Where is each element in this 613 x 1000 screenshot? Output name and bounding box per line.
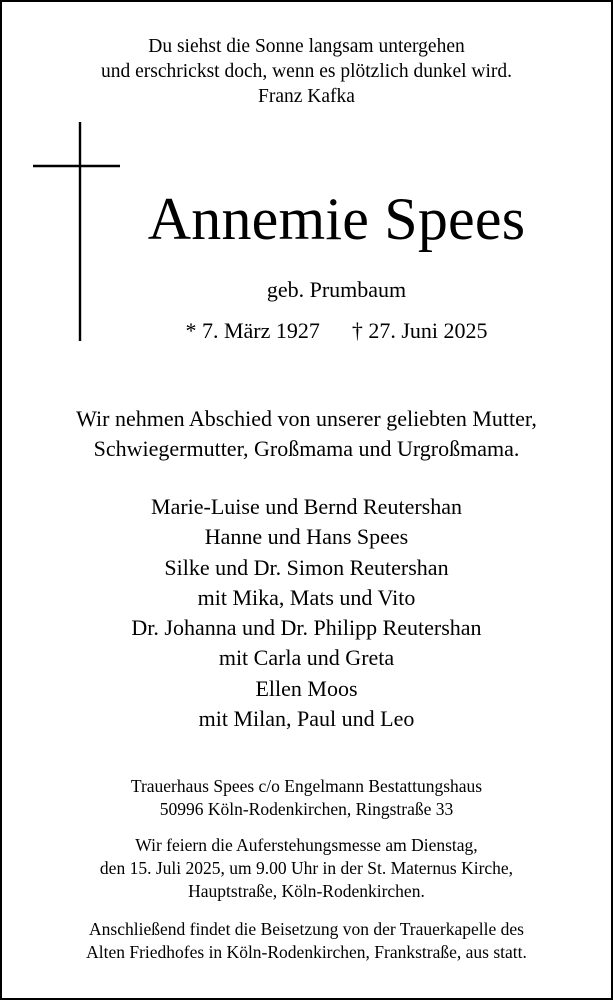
life-dates [30, 316, 613, 346]
address-line: Trauerhaus Spees c/o Engelmann Bestattungshaus [130, 776, 483, 796]
death-date: † 27. Juni 2025 [351, 318, 488, 343]
maiden-name: geb. Prumbaum [266, 277, 407, 302]
family-member: Dr. Johanna und Dr. Philipp Reutershan [131, 615, 482, 641]
service-line: Wir feiern die Auferstehungsmesse am Dienstag, [135, 835, 478, 855]
burial-info [0, 918, 613, 964]
service-line: Hauptstraße, Köln-Rodenkirchen. [188, 881, 425, 901]
family-member: Ellen Moos [255, 675, 358, 701]
burial-line: Alten Friedhofes in Köln-Rodenkirchen, Frankstraße, aus statt. [86, 942, 527, 962]
burial-line: Anschließend findet die Beisetzung von der Trauerkapelle des [89, 919, 524, 939]
quote [0, 34, 613, 109]
quote-line: Du siehst die Sonne langsam untergehen [148, 36, 465, 57]
quote-line: und erschrickst doch, wenn es plötzlich dunkel wird. [100, 61, 513, 82]
family-list [0, 492, 613, 734]
family-member: mit Milan, Paul und Leo [198, 706, 415, 732]
farewell-line: Schwiegermutter, Großmama und Urgroßmama. [93, 436, 520, 461]
service-line: den 15. Juli 2025, um 9.00 Uhr in der St. Maternus Kirche, [99, 858, 514, 878]
mourning-house-address [0, 775, 613, 821]
funeral-service-info [0, 834, 613, 903]
family-member: mit Carla und Greta [218, 645, 395, 671]
family-member: mit Mika, Mats und Vito [197, 584, 416, 610]
address-line: 50996 Köln-Rodenkirchen, Ringstraße 33 [159, 799, 454, 819]
farewell-line: Wir nehmen Abschied von unserer geliebten Mutter, [76, 406, 537, 431]
family-member: Hanne und Hans Spees [204, 524, 409, 550]
deceased-name: Annemie Spees [147, 186, 526, 252]
family-member: Marie-Luise und Bernd Reutershan [151, 494, 462, 519]
birth-date: * 7. März 1927 [185, 318, 320, 343]
family-member: Silke und Dr. Simon Reutershan [164, 554, 449, 580]
quote-author: Franz Kafka [258, 86, 355, 107]
farewell-text [0, 404, 613, 464]
